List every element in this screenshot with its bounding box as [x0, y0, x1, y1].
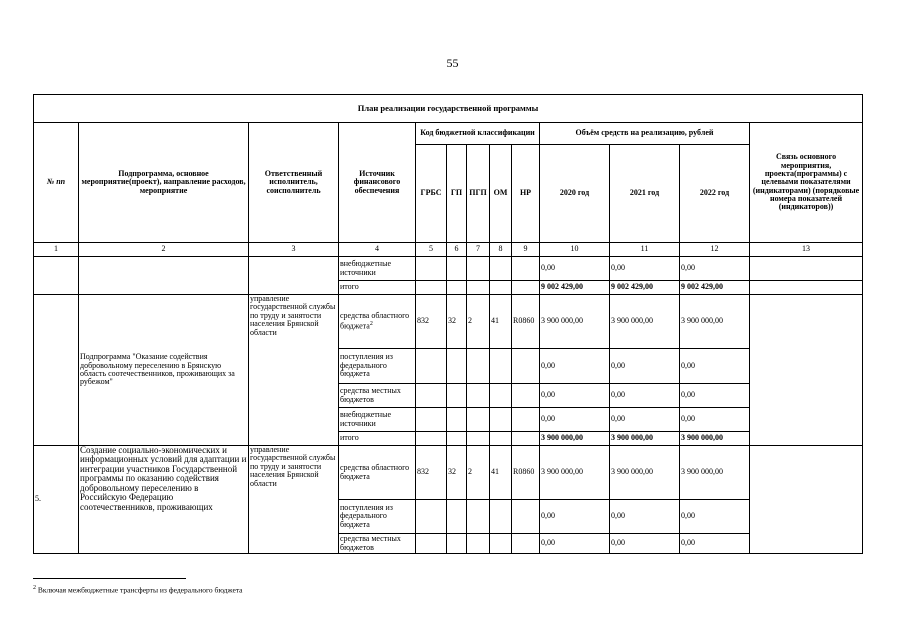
- value-2021: 3 900 000,00: [610, 446, 680, 500]
- value-2020: 0,00: [540, 408, 610, 432]
- event-name: Создание социально-экономических и информационных условий для адаптации и интеграции участников Государственной программы по оказанию содействия добровольному переселению в Российскую Федерацию соотечественников, проживающих: [79, 446, 249, 554]
- num-cell: 5.: [34, 446, 79, 554]
- column-number: 2: [79, 243, 249, 257]
- column-number-row: [34, 243, 863, 257]
- value-2022: 0,00: [680, 257, 750, 281]
- gp-cell: 32: [447, 446, 467, 500]
- value-2021: 0,00: [610, 257, 680, 281]
- value-2022: 3 900 000,00: [680, 295, 750, 349]
- source-cell: внебюджетные источники: [339, 257, 416, 281]
- table-title: План реализации государственной программы: [34, 95, 863, 123]
- source-cell: средства местных бюджетов: [339, 534, 416, 554]
- column-number: 7: [467, 243, 490, 257]
- pgp-cell: 2: [467, 295, 490, 349]
- value-2021: 0,00: [610, 408, 680, 432]
- column-number: 3: [249, 243, 339, 257]
- source-cell: поступления из федерального бюджета: [339, 349, 416, 384]
- header-num: № пп: [34, 123, 79, 243]
- value-2021: 3 900 000,00: [610, 432, 680, 446]
- header-responsible: Ответственный исполнитель, соисполнитель: [249, 123, 339, 243]
- value-2022: 0,00: [680, 500, 750, 534]
- pgp-cell: 2: [467, 446, 490, 500]
- responsible-cell: [249, 257, 339, 295]
- header-grbs: ГРБС: [416, 145, 447, 243]
- value-2021: 0,00: [610, 500, 680, 534]
- header-source: Источник финансового обеспечения: [339, 123, 416, 243]
- value-2020: 0,00: [540, 384, 610, 408]
- value-2020: 9 002 429,00: [540, 281, 610, 295]
- header-2020: 2020 год: [540, 145, 610, 243]
- implementation-plan-table: [33, 94, 863, 554]
- value-2022: 0,00: [680, 384, 750, 408]
- header-gp: ГП: [447, 145, 467, 243]
- column-number: 13: [750, 243, 863, 257]
- column-number: 10: [540, 243, 610, 257]
- page-number: 55: [446, 56, 459, 70]
- om-cell: 41: [490, 295, 512, 349]
- value-2020: 3 900 000,00: [540, 432, 610, 446]
- value-2022: 0,00: [680, 349, 750, 384]
- value-2021: 0,00: [610, 534, 680, 554]
- value-2020: 0,00: [540, 257, 610, 281]
- responsible-cell: управление государственной службы по труду и занятости населения Брянской области: [249, 446, 339, 554]
- column-number: 9: [512, 243, 540, 257]
- source-cell: средства областного бюджета$^2$: [339, 295, 416, 349]
- column-number: 8: [490, 243, 512, 257]
- header-budget-code: Код бюджетной классификации: [416, 123, 540, 145]
- header-pgp: ПГП: [467, 145, 490, 243]
- om-cell: 41: [490, 446, 512, 500]
- value-2020: 0,00: [540, 534, 610, 554]
- value-2022: 0,00: [680, 408, 750, 432]
- np-cell: R0860: [512, 295, 540, 349]
- column-number: 11: [610, 243, 680, 257]
- value-2021: 0,00: [610, 349, 680, 384]
- value-2022: 3 900 000,00: [680, 446, 750, 500]
- source-cell: средства местных бюджетов: [339, 384, 416, 408]
- column-number: 6: [447, 243, 467, 257]
- column-number: 12: [680, 243, 750, 257]
- source-cell: внебюджетные источники: [339, 408, 416, 432]
- table-row: [34, 446, 863, 500]
- gp-cell: 32: [447, 295, 467, 349]
- responsible-cell: управление государственной службы по труду и занятости населения Брянской области: [249, 295, 339, 446]
- num-cell: [34, 257, 79, 295]
- footnote-marker: 2: [369, 320, 373, 327]
- column-number: 4: [339, 243, 416, 257]
- header-link: Связь основного мероприятия, проекта(программы) с целевыми показателями (индикаторами) (порядковые номера показателей (индикаторов)): [750, 123, 863, 243]
- header-2021: 2021 год: [610, 145, 680, 243]
- footnote-marker: 2: [33, 585, 36, 591]
- value-2022: 3 900 000,00: [680, 432, 750, 446]
- num-cell: [34, 295, 79, 446]
- footnote-text: Включая межбюджетные трансферты из федерального бюджета: [37, 585, 243, 595]
- source-cell: итого: [339, 432, 416, 446]
- value-2021: 9 002 429,00: [610, 281, 680, 295]
- value-2020: 0,00: [540, 349, 610, 384]
- value-2021: 3 900 000,00: [610, 295, 680, 349]
- source-cell: средства областного бюджета: [339, 446, 416, 500]
- value-2020: 3 900 000,00: [540, 446, 610, 500]
- value-2022: 9 002 429,00: [680, 281, 750, 295]
- source-cell: итого: [339, 281, 416, 295]
- value-2020: 3 900 000,00: [540, 295, 610, 349]
- value-2020: 0,00: [540, 500, 610, 534]
- column-number: 5: [416, 243, 447, 257]
- value-2021: 0,00: [610, 384, 680, 408]
- grbs-cell: 832: [416, 446, 447, 500]
- footnote: [33, 585, 243, 595]
- subprogram-name: Подпрограмма "Оказание содействия добровольному переселению в Брянскую область соотечественников, проживающих за рубежом": [79, 295, 249, 446]
- np-cell: R0860: [512, 446, 540, 500]
- grbs-cell: 832: [416, 295, 447, 349]
- header-funds: Объём средств на реализацию, рублей: [540, 123, 750, 145]
- source-cell: поступления из федерального бюджета: [339, 500, 416, 534]
- header-om: ОМ: [490, 145, 512, 243]
- header-2022: 2022 год: [680, 145, 750, 243]
- value-2022: 0,00: [680, 534, 750, 554]
- header-np: НР: [512, 145, 540, 243]
- table-row: [34, 257, 863, 281]
- header-subprogram: Подпрограмма, основное мероприятие(проект), направление расходов, мероприятие: [79, 123, 249, 243]
- column-number: 1: [34, 243, 79, 257]
- table-row: [34, 295, 863, 349]
- footnote-divider: [33, 578, 186, 579]
- subprogram-cell: [79, 257, 249, 295]
